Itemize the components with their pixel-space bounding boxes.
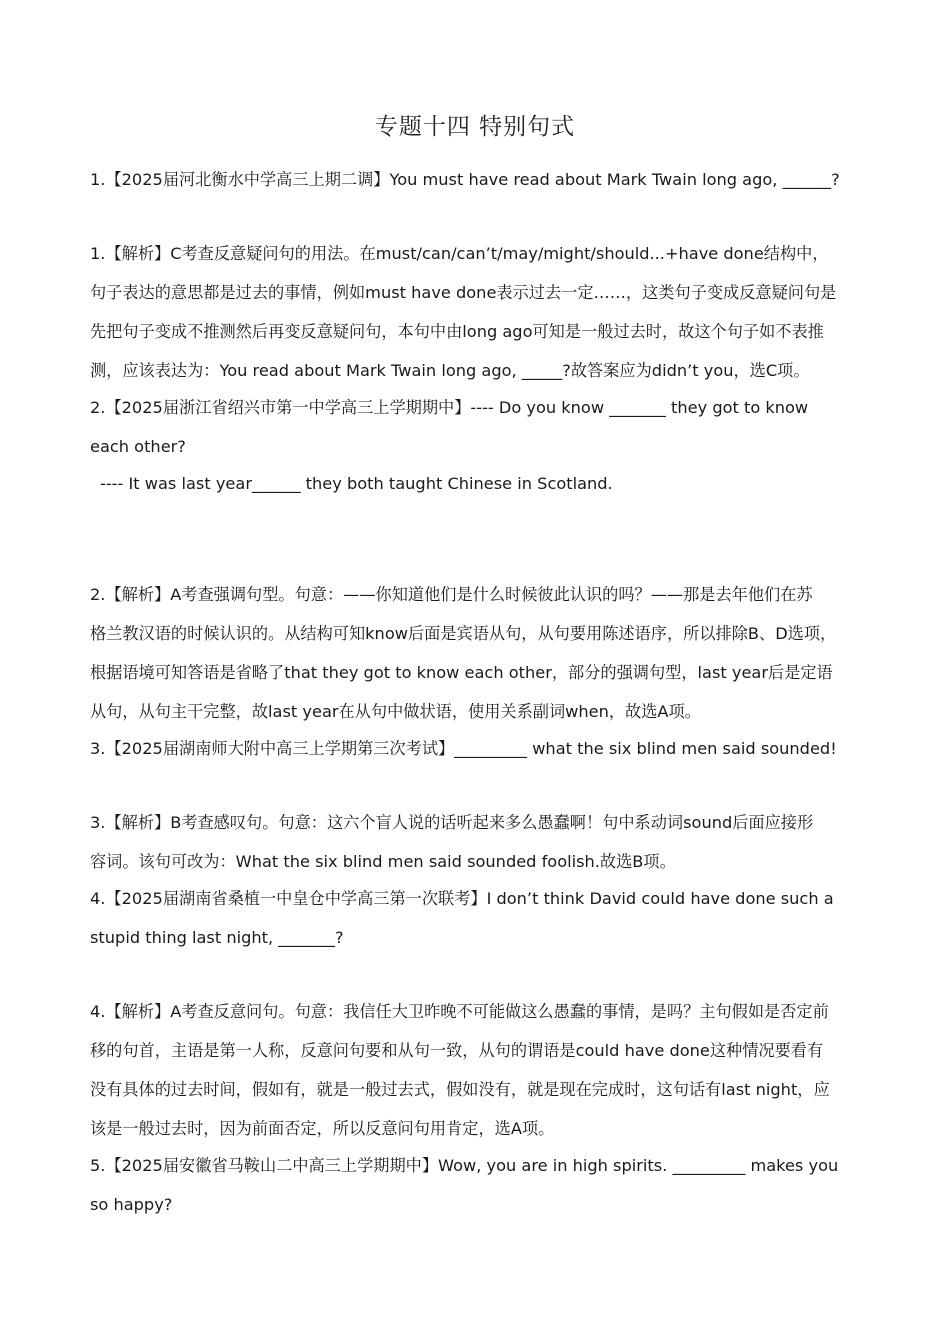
question-4-stem: stupid thing last night, _______?	[90, 928, 344, 947]
question-1-analysis-line: 先把句子变成不推测然后再变反意疑问句，本句中由long ago可知是一般过去时，故这个句子如不表推	[90, 322, 824, 341]
question-2-analysis-line: 格兰教汉语的时候认识的。从结构可知know后面是宾语从句，从句要用陈述语序，所以排除B、D选项，	[90, 624, 837, 643]
question-4-stem: 4.【2025届湖南省桑植一中皇仓中学高三第一次联考】I don’t think David could have done such a	[90, 889, 834, 908]
question-1-analysis-line: 句子表达的意思都是过去的事情，例如must have done表示过去一定……，这类句子变成反意疑问句是	[90, 283, 837, 302]
question-4-analysis-line: 移的句首，主语是第一人称，反意问句要和从句一致，从句的谓语是could have done这种情况要看有	[90, 1041, 824, 1060]
question-3-analysis-line: 容词。该句可改为：What the six blind men said sounded foolish.故选B项。	[90, 852, 676, 871]
question-4-analysis-line: 没有具体的过去时间，假如有，就是一般过去式，假如没有，就是现在完成时，这句话有last night，应	[90, 1080, 830, 1099]
question-2-analysis-line: 2.【解析】A考查强调句型。句意：——你知道他们是什么时候彼此认识的吗？——那是去年他们在苏	[90, 585, 813, 604]
question-3-stem: 3.【2025届湖南师大附中高三上学期第三次考试】_________ what the six blind men said sounded!	[90, 739, 837, 758]
question-5-stem: so happy?	[90, 1195, 173, 1214]
question-1-analysis-line: 测，应该表达为：You read about Mark Twain long ago, _____?故答案应为didn’t you，选C项。	[90, 361, 810, 380]
question-3-analysis-line: 3.【解析】B考查感叹句。句意：这六个盲人说的话听起来多么愚蠢啊！句中系动词sound后面应接形	[90, 813, 814, 832]
question-1-stem: 1.【2025届河北衡水中学高三上期二调】You must have read about Mark Twain long ago, ______?	[90, 170, 840, 189]
question-4-analysis-line: 4.【解析】A考查反意问句。句意：我信任大卫昨晚不可能做这么愚蠢的事情，是吗？主句假如是否定前	[90, 1002, 829, 1021]
question-2-answer-line: ---- It was last year______ they both taught Chinese in Scotland.	[100, 474, 613, 493]
question-5-stem: 5.【2025届安徽省马鞍山二中高三上学期期中】Wow, you are in high spirits. _________ makes you	[90, 1156, 839, 1175]
question-2-analysis-line: 根据语境可知答语是省略了that they got to know each other，部分的强调句型，last year后是定语	[90, 663, 833, 682]
question-1-analysis-line: 1.【解析】C考查反意疑问句的用法。在must/can/can’t/may/might/should...+have done结构中，	[90, 244, 829, 263]
question-4-analysis-line: 该是一般过去时，因为前面否定，所以反意问句用肯定，选A项。	[90, 1119, 555, 1138]
question-2-stem: each other?	[90, 437, 186, 456]
question-2-analysis-line: 从句，从句主干完整，故last year在从句中做状语，使用关系副词when，故选A项。	[90, 702, 701, 721]
question-2-stem: 2.【2025届浙江省绍兴市第一中学高三上学期期中】---- Do you know _______ they got to know	[90, 398, 809, 417]
page-title: 专题十四 特别句式	[374, 114, 576, 140]
